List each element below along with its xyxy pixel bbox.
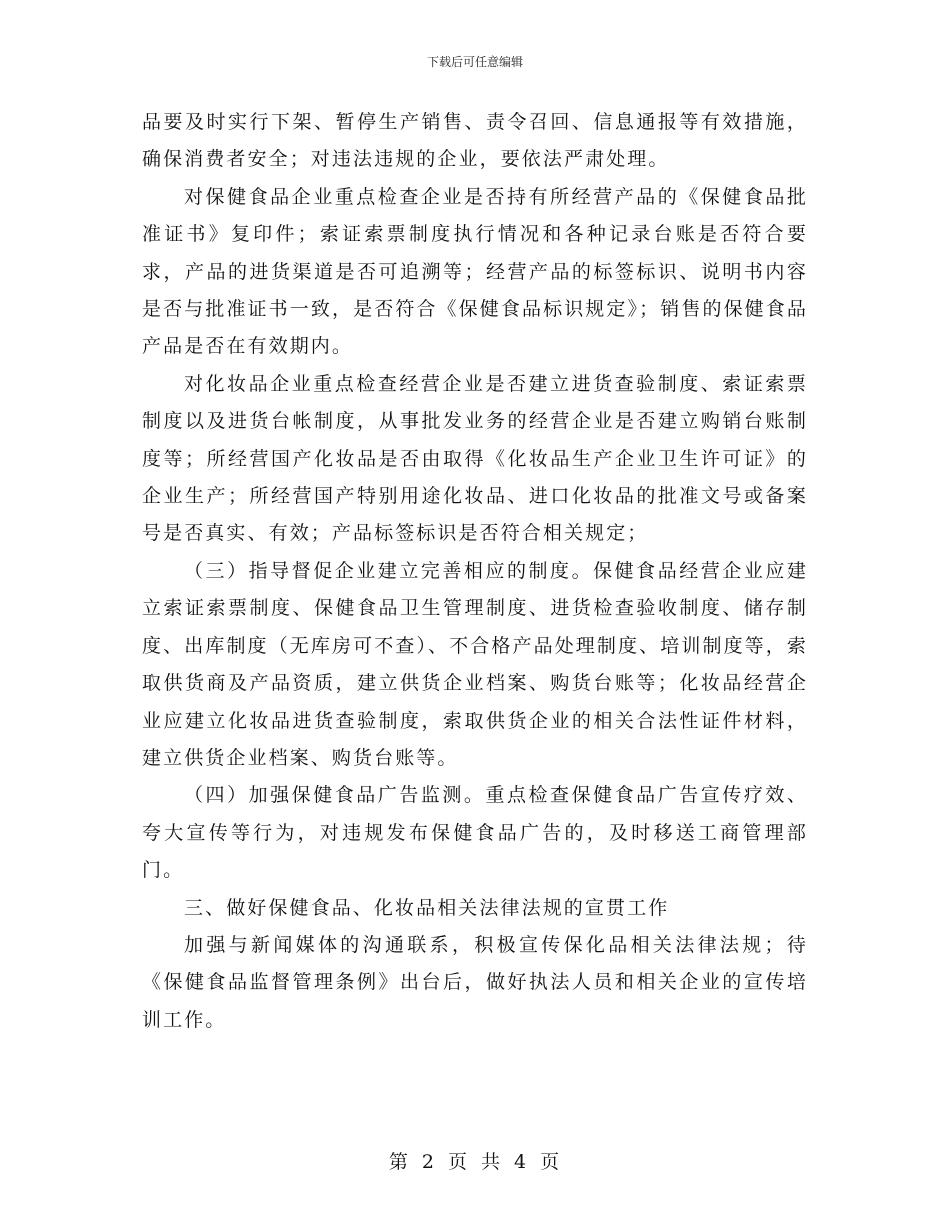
paragraph-media-publicity: 加强与新闻媒体的沟通联系，积极宣传保化品相关法律法规；待《保健食品监督管理条例》出台后，做好执法人员和相关企业的宣传培训工作。 xyxy=(142,933,808,1031)
paragraph-health-food-inspection: 对保健食品企业重点检查企业是否持有所经营产品的《保健食品批准证书》复印件；索证索票制度执行情况和各种记录台账是否符合要求，产品的进货渠道是否可追溯等；经营产品的标签标识、说明书内容是否与批准证书一致，是否符合《保健食品标识规定》；销售的保健食品产品是否在有效期内。 xyxy=(142,185,808,358)
paragraph-cosmetics-inspection: 对化妆品企业重点检查经营企业是否建立进货查验制度、索证索票制度以及进货台帐制度，从事批发业务的经营企业是否建立购销台账制度等；所经营国产化妆品是否由取得《化妆品生产企业卫生许可证》的企业生产；所经营国产特别用途化妆品、进口化妆品的批准文号或备案号是否真实、有效；产品标签标识是否符合相关规定； xyxy=(142,372,808,545)
section-heading-laws-publicity: 三、做好保健食品、化妆品相关法律法规的宣贯工作 xyxy=(184,896,670,919)
paragraph-measures-continued: 品要及时实行下架、暂停生产销售、责令召回、信息通报等有效措施，确保消费者安全；对违法违规的企业，要依法严肃处理。 xyxy=(142,111,808,171)
page-header-note: 下载后可任意编辑 xyxy=(426,55,523,69)
paragraph-section-three-systems: （三）指导督促企业建立完善相应的制度。保健食品经营企业应建立索证索票制度、保健食品卫生管理制度、进货检查验收制度、储存制度、出库制度（无库房可不查）、不合格产品处理制度、培训制度等，索取供货商及产品资质，建立供货企业档案、购货台账等；化妆品经营企业应建立化妆品进货查验制度，索取供货企业的相关合法性证件材料，建立供货企业档案、购货台账等。 xyxy=(142,559,808,769)
paragraph-section-four-advertising: （四）加强保健食品广告监测。重点检查保健食品广告宣传疗效、夸大宣传等行为，对违规发布保健食品广告的，及时移送工商管理部门。 xyxy=(142,784,808,882)
document-body xyxy=(142,104,808,1039)
page-number: 第 2 页 共 4 页 xyxy=(388,1151,562,1173)
